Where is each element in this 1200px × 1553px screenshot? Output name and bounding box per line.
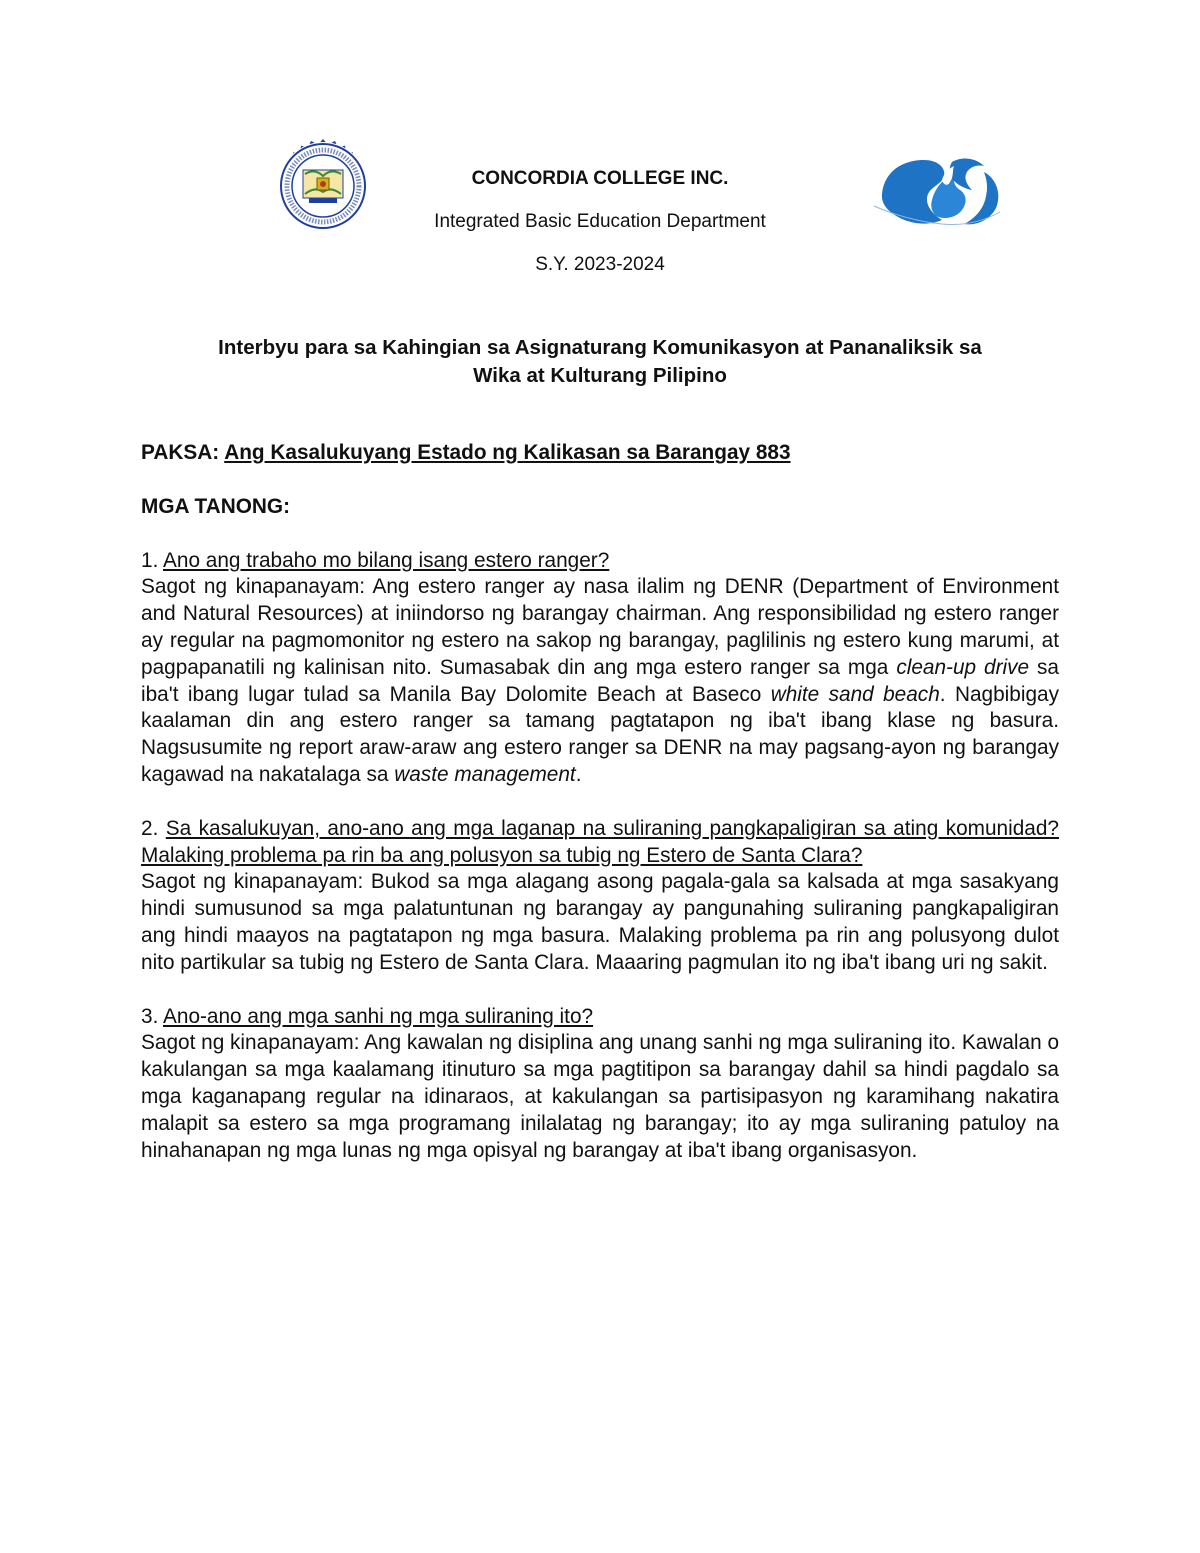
document-title bbox=[140, 334, 1060, 390]
school-name: CONCORDIA COLLEGE INC. bbox=[471, 168, 729, 189]
answer-3: Sagot ng kinapanayam: Ang kawalan ng disiplina ang unang sanhi ng mga suliraning ito. Kawalan o kakulangan sa mga kaalamang itinuturo sa mga pagtitipon sa barangay dahil sa hindi pagdalo sa mga kaganapang regular na idinaraos, at kakulangan sa partisipasyon ng karamihang nakatira malapit sa estero sa mga programang inilalatag ng barangay; ito ay mga suliraning patuloy na hinahanapan ng mga lunas ng mga opisyal ng barangay at iba't ibang organisasyon. bbox=[141, 1031, 1060, 1162]
document-body bbox=[141, 440, 1059, 1191]
paksa-topic: Ang Kasalukuyang Estado ng Kalikasan sa Barangay 883 bbox=[224, 441, 791, 464]
mga-tanong-heading: MGA TANONG: bbox=[141, 494, 291, 518]
answer-emphasis: clean-up drive bbox=[896, 655, 1030, 679]
question-1 bbox=[141, 548, 1059, 575]
ibed-department-logo bbox=[872, 150, 1006, 234]
answer-2: Sagot ng kinapanayam: Bukod sa mga alagang asong pagala-gala sa kalsada at mga sasakyang hindi sumusunod sa mga palatuntunan ng barangay ay pangunahing suliraning pangkapaligiran ang hindi maayos na pagtatapon ng mga basura. Malaking problema pa rin ang polusyong dulot nito partikular sa tubig ng Estero de Santa Clara. Maaaring pagmulan ito ng iba't ibang uri ng sakit. bbox=[141, 870, 1059, 974]
question-number: 3. bbox=[141, 1004, 159, 1028]
answer-emphasis: waste management bbox=[394, 762, 576, 786]
question-text: Ano-ano ang mga sanhi ng mga suliraning ito? bbox=[163, 1004, 594, 1028]
question-block-1 bbox=[141, 548, 1059, 789]
answer-text: . Nagbibigay kaalaman din ang estero ranger sa tamang pagtatapon ng iba't ibang klase ng basura. Nagsusumite ng report araw-araw ang estero ranger sa DENR na may pagsang-ayon ng barangay kagawad na nakatalaga sa bbox=[141, 682, 1059, 786]
department-name: Integrated Basic Education Department bbox=[434, 211, 766, 232]
question-block-2 bbox=[141, 816, 1059, 977]
paksa-label: PAKSA: bbox=[141, 441, 220, 464]
paksa-line bbox=[141, 440, 1059, 467]
document-title-line-1: Interbyu para sa Kahingian sa Asignaturang Komunikasyon at Pananaliksik sa bbox=[218, 336, 982, 359]
question-text: Ano ang trabaho mo bilang isang estero ranger? bbox=[163, 548, 610, 572]
answer-text: Sagot ng kinapanayam: Ang estero ranger ay nasa ilalim ng DENR (Department of Environment and Natural Resources) at iniindorso ng barangay chairman. Ang responsibilidad ng estero ranger ay regular na pagmomonitor ng estero na sakop ng barangay, paglilinis ng estero kung marumi, at pagpapanatili ng kalinisan nito. Sumasabak din ang mga estero ranger sa mga bbox=[141, 575, 1059, 679]
question-2 bbox=[141, 816, 1059, 870]
question-number: 1. bbox=[141, 548, 159, 572]
answer-text: . bbox=[575, 762, 582, 786]
answer-text: sa iba't ibang lugar tulad sa Manila Bay Dolomite Beach at Baseco bbox=[141, 655, 1059, 706]
document-title-line-2: Wika at Kulturang Pilipino bbox=[473, 364, 727, 387]
answer-emphasis: white sand beach bbox=[770, 682, 940, 706]
question-block-3 bbox=[141, 1004, 1059, 1165]
question-3 bbox=[141, 1004, 1059, 1031]
question-text: Sa kasalukuyan, ano-ano ang mga laganap na suliraning pangkapaligiran sa ating komunidad? Malaking problema pa rin ba ang polusyon sa tubig ng Estero de Santa Clara? bbox=[141, 816, 1060, 867]
question-number: 2. bbox=[141, 816, 159, 840]
school-year: S.Y. 2023-2024 bbox=[535, 254, 665, 275]
answer-1 bbox=[141, 574, 1059, 788]
concordia-seal-logo bbox=[265, 128, 381, 244]
